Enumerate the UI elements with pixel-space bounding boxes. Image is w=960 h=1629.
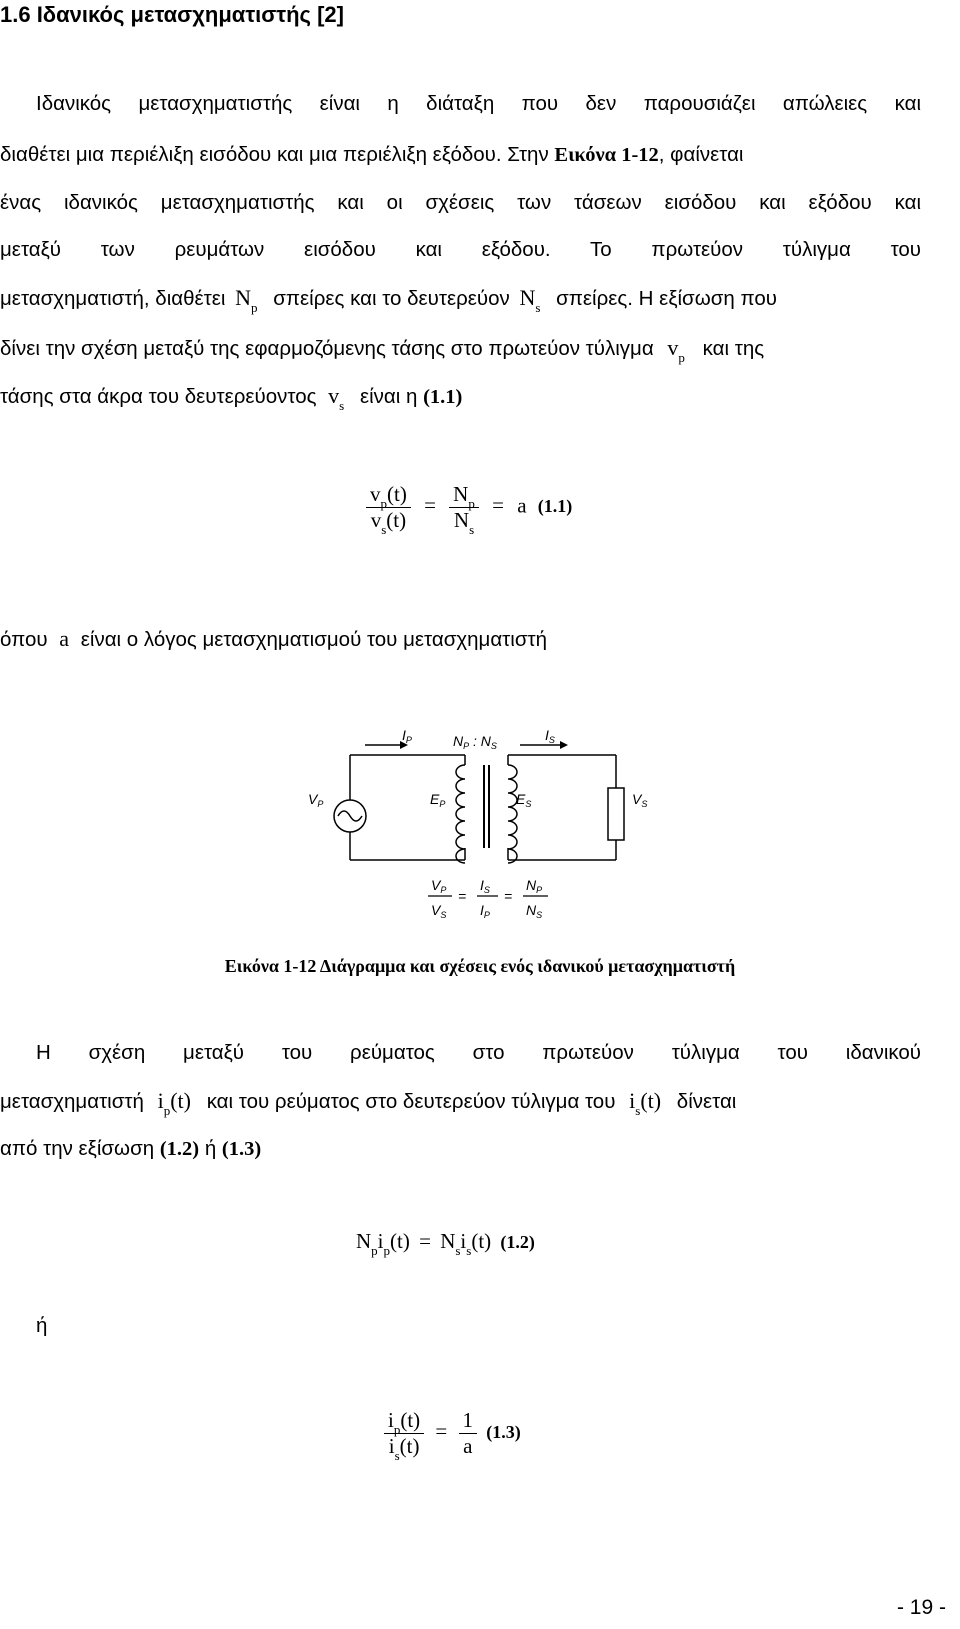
- svg-text:NP: $N_P$: [526, 877, 543, 895]
- var-a: a: [59, 626, 70, 651]
- load-resistor-icon: [608, 788, 624, 840]
- equation-label: (1.1): [537, 496, 573, 517]
- fraction-ratio: $\frac{1}{a}$: [459, 1408, 478, 1459]
- label-vs: $V_S$: [632, 791, 648, 809]
- svg-text:=: =: [458, 888, 467, 904]
- text: τάσης στα άκρα του δευτερεύοντος: [0, 385, 317, 408]
- current-arrow-is: [520, 741, 568, 749]
- where-line: όπου a είναι ο λόγος μετασχηματισμού του μετασχηματιστή: [0, 626, 547, 651]
- var-ip: i: [157, 1088, 164, 1113]
- paragraph2-line1: Η σχέση μεταξύ του ρεύματος στο πρωτεύον τύλιγμα του ιδανικού: [36, 1041, 921, 1064]
- primary-circuit: [350, 755, 465, 860]
- or-word: ή: [36, 1314, 48, 1337]
- paragraph1-line6: [0, 335, 921, 364]
- var-vs: v: [328, 383, 340, 408]
- section-heading: 1.6 Ιδανικός μετασχηματιστής [2]: [0, 2, 344, 27]
- label-vp: $V_P$: [308, 791, 324, 809]
- text: σπείρες. Η εξίσωση που: [556, 287, 777, 310]
- label-ep: $E_P$: [430, 791, 446, 809]
- core-icon: [484, 765, 489, 848]
- fraction-currents: $\frac{i_p(t)}{i_s(t)}$: [384, 1408, 424, 1459]
- equation-reference: (1.3): [221, 1138, 262, 1160]
- sub-p: p: [678, 350, 685, 365]
- fraction-turns: $\frac{N_p}{N_s}$: [449, 482, 479, 533]
- secondary-coil-icon: [508, 765, 517, 863]
- label-ratio: $N_P$ : $N_S$: [453, 733, 497, 751]
- text: , φαίνεται: [658, 143, 744, 166]
- paragraph1-line4: μεταξύ των ρευμάτων εισόδου και εξόδου. Το πρωτεύον τύλιγμα του: [0, 238, 921, 261]
- label-ip: $I_P$: [402, 727, 412, 745]
- text: διαθέτει μια περιέλιξη εισόδου και μια περιέλιξη εξόδου. Στην: [0, 143, 549, 166]
- figure-caption: Εικόνα 1-12 Διάγραμμα και σχέσεις ενός ιδανικού μετασχηματιστή: [224, 956, 736, 976]
- equation-reference: (1.2): [159, 1138, 200, 1160]
- page-number: - 19 -: [896, 1596, 946, 1619]
- equation-label: (1.3): [486, 1422, 521, 1443]
- paragraph1-line7: [0, 383, 921, 412]
- paragraph2-line2: μετασχηματιστή $i_p(t)$ και του ρεύματος στο δευτερεύον τύλιγμα του $i_s(t)$ δίνεται: [0, 1088, 737, 1118]
- fraction-voltages: $\frac{v_p(t)}{v_s(t)}$: [366, 482, 411, 533]
- label-is: $I_S$: [545, 727, 555, 745]
- secondary-circuit: [508, 755, 616, 860]
- var-vp: v: [667, 335, 679, 360]
- svg-text:IS: $I_S$: [480, 877, 490, 895]
- var-np: N: [235, 285, 252, 310]
- sub-p: p: [251, 300, 258, 315]
- sub-s: s: [339, 398, 345, 413]
- text: σπείρες και το δευτερεύον: [273, 287, 510, 310]
- equation-label: (1.2): [500, 1232, 535, 1252]
- equation-1-2: $N_pi_p(t) = N_si_s(t)$ (1.2): [356, 1229, 535, 1258]
- paragraph1-line3: ένας ιδανικός μετασχηματιστής και οι σχέσεις των τάσεων εισόδου και εξόδου και: [0, 191, 921, 214]
- paragraph1-line2: [0, 142, 921, 168]
- paragraph1-line1: Ιδανικός μετασχηματιστής είναι η διάταξη που δεν παρουσιάζει απώλειες και: [36, 92, 921, 115]
- paragraph1-line5: [0, 285, 921, 314]
- svg-text:=: =: [504, 888, 513, 904]
- label-es: $E_S$: [516, 791, 532, 809]
- equation-1-3: $\frac{i_p(t)}{i_s(t)}$ = $\frac{1}{a}$ (1.3): [384, 1408, 521, 1459]
- transformer-relations: [428, 877, 548, 920]
- equation-1-1: $\frac{v_p(t)}{v_s(t)}$ = $\frac{N_p}{N_s}$ = a (1.1): [366, 482, 572, 533]
- text: και της: [702, 337, 765, 360]
- sub-s: s: [535, 300, 541, 315]
- transformer-diagram: [290, 720, 680, 930]
- primary-coil-icon: [456, 765, 465, 863]
- svg-text:VS: $V_S$: [431, 902, 447, 920]
- text: μετασχηματιστή, διαθέτει: [0, 287, 226, 310]
- figure-reference: Εικόνα 1-12: [554, 144, 659, 166]
- var-ns: N: [519, 285, 536, 310]
- svg-text:VP: $V_P$: [431, 877, 447, 895]
- equation-reference: (1.1): [423, 386, 463, 408]
- svg-text:NS: $N_S$: [526, 902, 543, 920]
- svg-text:IP: $I_P$: [480, 902, 490, 920]
- paragraph2-line3: από την εξίσωση (1.2) ή (1.3): [0, 1137, 262, 1160]
- var-is: i: [629, 1088, 636, 1113]
- text: είναι η: [359, 385, 418, 408]
- text: δίνει την σχέση μεταξύ της εφαρμοζόμενης τάσης στο πρωτεύον τύλιγμα: [0, 337, 654, 360]
- ac-source-icon: [334, 800, 366, 832]
